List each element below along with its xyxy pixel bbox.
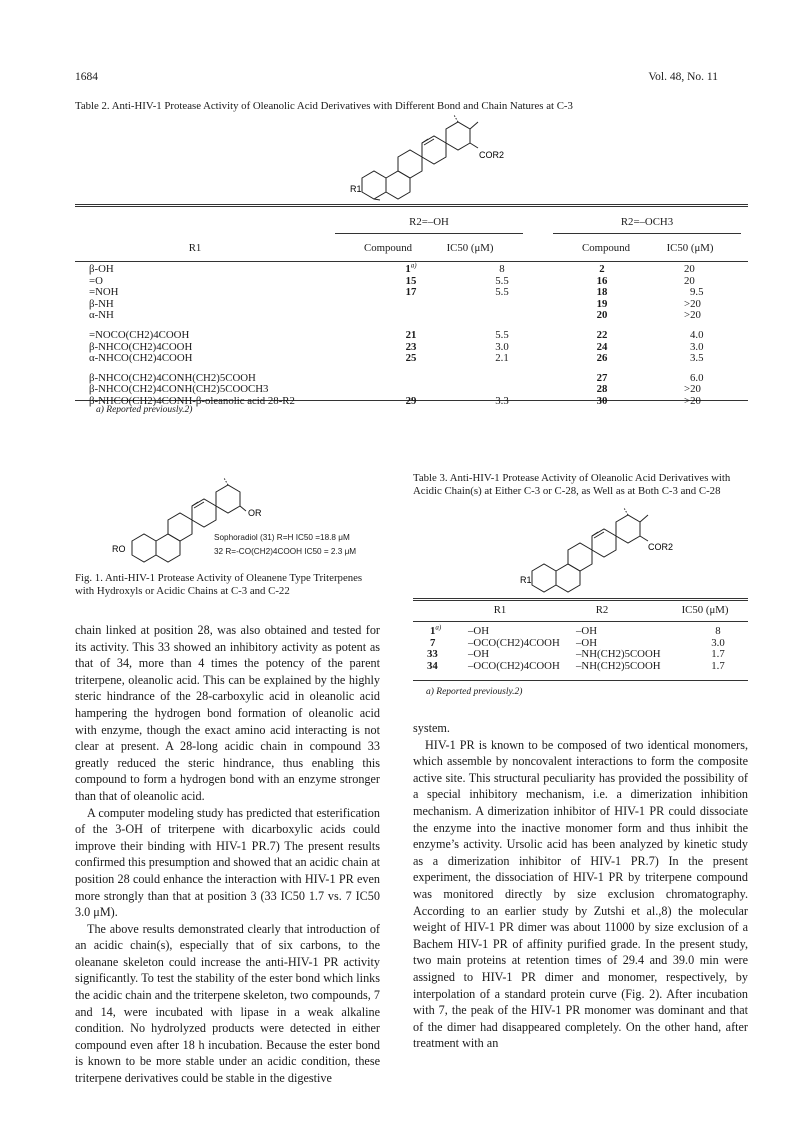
compound-cell: 22 <box>596 328 608 341</box>
compound-cell: 1$^{a)}$ <box>405 261 417 275</box>
compound-cell: 15 <box>405 274 417 287</box>
ic50-cell <box>464 310 540 322</box>
table-row <box>75 353 748 365</box>
compound-cell: 26 <box>596 352 608 365</box>
ic50-cell: 4.0 <box>690 328 704 341</box>
table2-group-header-och3: R2=–OCH3 <box>620 216 674 228</box>
ic50-cell: >20 <box>684 297 701 310</box>
ic50-cell: 3.0 <box>495 340 509 353</box>
ic50-cell: >20 <box>684 383 701 396</box>
table2-caption: Table 2. Anti-HIV-1 Protease Activity of Oleanolic Acid Derivatives with Different Bond and Chain Natures at C-3 <box>75 100 573 112</box>
ic50-cell: 3.5 <box>690 352 704 365</box>
ic50-cell: 8 <box>715 625 721 637</box>
table2-structure-image <box>350 112 505 200</box>
r1-label: R1 <box>350 184 362 194</box>
table2-body <box>75 261 748 408</box>
r1-cell: –OCO(CH2)4COOH <box>468 659 560 672</box>
table3-header-rule <box>413 621 748 622</box>
left-body-column <box>75 622 380 1087</box>
r1-cell: β-NHCO(CH2)4CONH(CH2)5COOCH3 <box>89 383 269 396</box>
r2-cell: –NH(CH2)5COOH <box>576 648 661 661</box>
compound-cell: 1$^{a)}$ <box>430 623 442 637</box>
table3-col-r1: R1 <box>493 604 507 616</box>
r1-cell: β-NHCO(CH2)4CONH(CH2)5COOH <box>89 371 256 384</box>
table-row <box>413 626 748 638</box>
journal-volume: Vol. 48, No. 11 <box>648 71 718 83</box>
r1-cell: β-NHCO(CH2)4CONH-β-oleanolic acid 28-R2 <box>89 394 295 407</box>
table2-top-rule <box>75 204 748 207</box>
r1-cell: α-NH <box>89 309 114 322</box>
compound-cell: 2 <box>599 263 605 275</box>
r1-cell: α-NHCO(CH2)4COOH <box>89 352 193 365</box>
compound-cell: 25 <box>405 352 417 365</box>
r1-cell: –OCO(CH2)4COOH <box>468 636 560 649</box>
compound-cell: 23 <box>405 340 417 353</box>
compound-cell: 7 <box>430 636 436 649</box>
table-row <box>75 264 748 276</box>
table2-col-r1: R1 <box>188 242 202 254</box>
compound-cell: 27 <box>596 371 608 384</box>
table2-group-rule-left <box>335 233 523 234</box>
figure1-legend-32: 32 R=-CO(CH2)4COOH IC50 = 2.3 μM <box>214 547 357 556</box>
table-row <box>75 310 748 322</box>
page-number: 1684 <box>75 71 98 83</box>
ic50-cell: 20 <box>684 263 695 275</box>
cor2-label: COR2 <box>648 542 674 552</box>
table3-structure-image <box>520 505 674 593</box>
compound-cell: 30 <box>596 394 608 407</box>
ic50-cell: 20 <box>684 274 695 287</box>
compound-cell: 17 <box>405 286 417 299</box>
ic50-cell: 1.7 <box>711 659 725 672</box>
table2-col-ic502: IC50 (μM) <box>666 242 714 254</box>
paragraph: system. <box>413 721 450 735</box>
compound-cell: 24 <box>596 340 608 353</box>
compound-cell <box>358 299 464 311</box>
ic50-cell: 8 <box>499 263 505 275</box>
table3-bottom-rule <box>413 680 748 681</box>
ic50-cell: 6.0 <box>690 371 704 384</box>
table2-col-compound: Compound <box>364 242 412 254</box>
r1-cell: =NOH <box>89 286 119 299</box>
table3-top-rule <box>413 598 748 601</box>
compound-cell: 21 <box>405 328 417 341</box>
paragraph: A computer modeling study has predicted that esterification of the 3-OH of triterpene with dicarboxylic acids could improve their binding with HIV-1 PR.7) The present results confirmed this presumption and showed that an acidic chain at position 28 could enhance the interaction with HIV-1 PR even more strongly than that at position 3 (33 IC50 1.7 vs. 7 IC50 3.0 μM). <box>75 805 380 920</box>
table-row <box>413 661 748 673</box>
compound-cell <box>358 310 464 322</box>
r1-cell: β-OH <box>89 263 114 275</box>
figure1-legend-sophoradiol: Sophoradiol (31) R=H IC50 =18.8 μM <box>214 533 350 542</box>
table2-group-rule-right <box>553 233 741 234</box>
r1-cell: =NOCO(CH2)4COOH <box>89 328 190 341</box>
compound-cell: 28 <box>596 383 608 396</box>
paragraph: The above results demonstrated clearly that introduction of an acidic chain(s), especially that of six carbons, to the oleanane skeleton could increase the anti-HIV-1 PR activity significantly. To test the stability of the ester bond which links the acidic chain and the triterpene skeleton, two compounds, 7 and 14, were incubated with lipase in a weak alkaline condition. No hydrolyzed products were detected in either compound even after 18 h incubation. Because the ester bond is known to be more stable under an acidic condition, these triterpene derivatives could be stable in the digestive <box>75 921 380 1086</box>
paragraph: HIV-1 PR is known to be composed of two identical monomers, which assemble by noncovalent interactions to form the composite active site. This structural peculiarity has provided the possibility of a special inhibitory mechanism, i.e. a dimerization inhibition mechanism. A dimerization inhibitor of HIV-1 PR could dissociate the enzyme into the inactive monomer form and thus inhibit the enzyme’s activity. Ursolic acid has been analyzed by kinetic study as a dimerization inhibitor of HIV-1 PR.7) In the present experiment, the dissociation of HIV-1 PR by triterpene compound was monitored directly by size exclusion chromatography. According to an earlier study by Zutshi et al.,8) the molecular weight of HIV-1 PR dimer was about 11000 by size exclusion of a Bachem HIV-1 PR of affinity purified grade. In the present study, two main proteins at retention times of 29.4 and 39.0 min were assigned to HIV-1 PR dimer and monomer, respectively, by interpolation of a standard protein curve (Fig. 2). After incubation with 7, the peak of the HIV-1 PR monomer was dominant and that of the dimer had disappeared completely. On the other hand, after treatment with an <box>413 737 748 1051</box>
right-body-column <box>413 720 748 1052</box>
table2-footnote: a) Reported previously.2) <box>96 405 193 415</box>
ic50-cell: >20 <box>684 309 701 322</box>
compound-cell <box>358 373 464 385</box>
table3-col-r2: R2 <box>595 604 609 616</box>
r2-cell: –NH(CH2)5COOH <box>576 659 661 672</box>
ic50-cell <box>464 373 540 385</box>
ic50-cell: 5.5 <box>495 328 509 341</box>
compound-cell: 18 <box>596 286 608 299</box>
r1-cell: β-NHCO(CH2)4COOH <box>89 340 193 353</box>
r1-cell: =O <box>89 274 103 287</box>
ic50-cell: 5.5 <box>495 286 509 299</box>
table2-group-header-oh: R2=–OH <box>409 216 449 228</box>
cor2-label: COR2 <box>479 150 505 160</box>
ro-label: RO <box>112 544 126 554</box>
table-row <box>75 299 748 311</box>
or-label: OR <box>248 508 262 518</box>
ic50-cell: 9.5 <box>690 286 704 299</box>
figure1-caption: Fig. 1. Anti-HIV-1 Protease Activity of Oleanene Type Triterpenes with Hydroxyls or Acidic Chains at C-3 and C-22 <box>75 572 363 597</box>
r1-cell: –OH <box>468 648 489 661</box>
table-row <box>75 330 748 342</box>
table2-col-compound2: Compound <box>582 242 630 254</box>
r1-cell: –OH <box>468 625 489 637</box>
ic50-cell: 3.3 <box>495 394 509 407</box>
compound-cell: 19 <box>596 297 608 310</box>
r2-cell: –OH <box>576 636 597 649</box>
paragraph: chain linked at position 28, was also obtained and tested for its activity. This 33 showed an inhibitory activity as potent as that of 34, more than 4 times the potency of the parent triterpene, oleanolic acid. This can be explained by the highly steric hindrance of the 28-carboxylic acid in oleanolic acid hampering the hydrogen bond formation of oleanolic acid with enzyme, though the exact amino acid interacting is not clear at present. A 28-long acidic chain in compound 33 greatly reduced the steric hindrance, thus enabling this compound to form a hydrogen bond with an enzyme stronger than that of oleanolic acid. <box>75 623 380 803</box>
r2-cell: –OH <box>576 625 597 637</box>
r1-label: R1 <box>520 575 532 585</box>
compound-cell: 33 <box>427 648 438 661</box>
ic50-cell: 2.1 <box>495 352 509 365</box>
compound-cell: 20 <box>596 309 608 322</box>
table3-col-ic50: IC50 (μM) <box>681 604 729 616</box>
compound-cell: 29 <box>405 394 417 407</box>
table3-caption: Table 3. Anti-HIV-1 Protease Activity of Oleanolic Acid Derivatives with Acidic Chain(s) at Either C-3 or C-28, as Well as at Both C-3 and C-28 <box>413 472 731 497</box>
ic50-cell <box>464 299 540 311</box>
table3-body <box>413 623 748 672</box>
compound-cell: 34 <box>427 659 438 672</box>
ic50-cell: 3.0 <box>711 636 725 649</box>
ic50-cell: 5.5 <box>495 274 509 287</box>
ic50-cell: 3.0 <box>690 340 704 353</box>
ic50-cell: >20 <box>684 394 701 407</box>
r1-cell: β-NH <box>89 297 114 310</box>
table2-col-ic50: IC50 (μM) <box>446 242 494 254</box>
table-row <box>75 287 748 299</box>
ic50-cell: 1.7 <box>711 648 725 661</box>
table3-footnote: a) Reported previously.2) <box>426 687 523 697</box>
compound-cell: 16 <box>596 274 608 287</box>
